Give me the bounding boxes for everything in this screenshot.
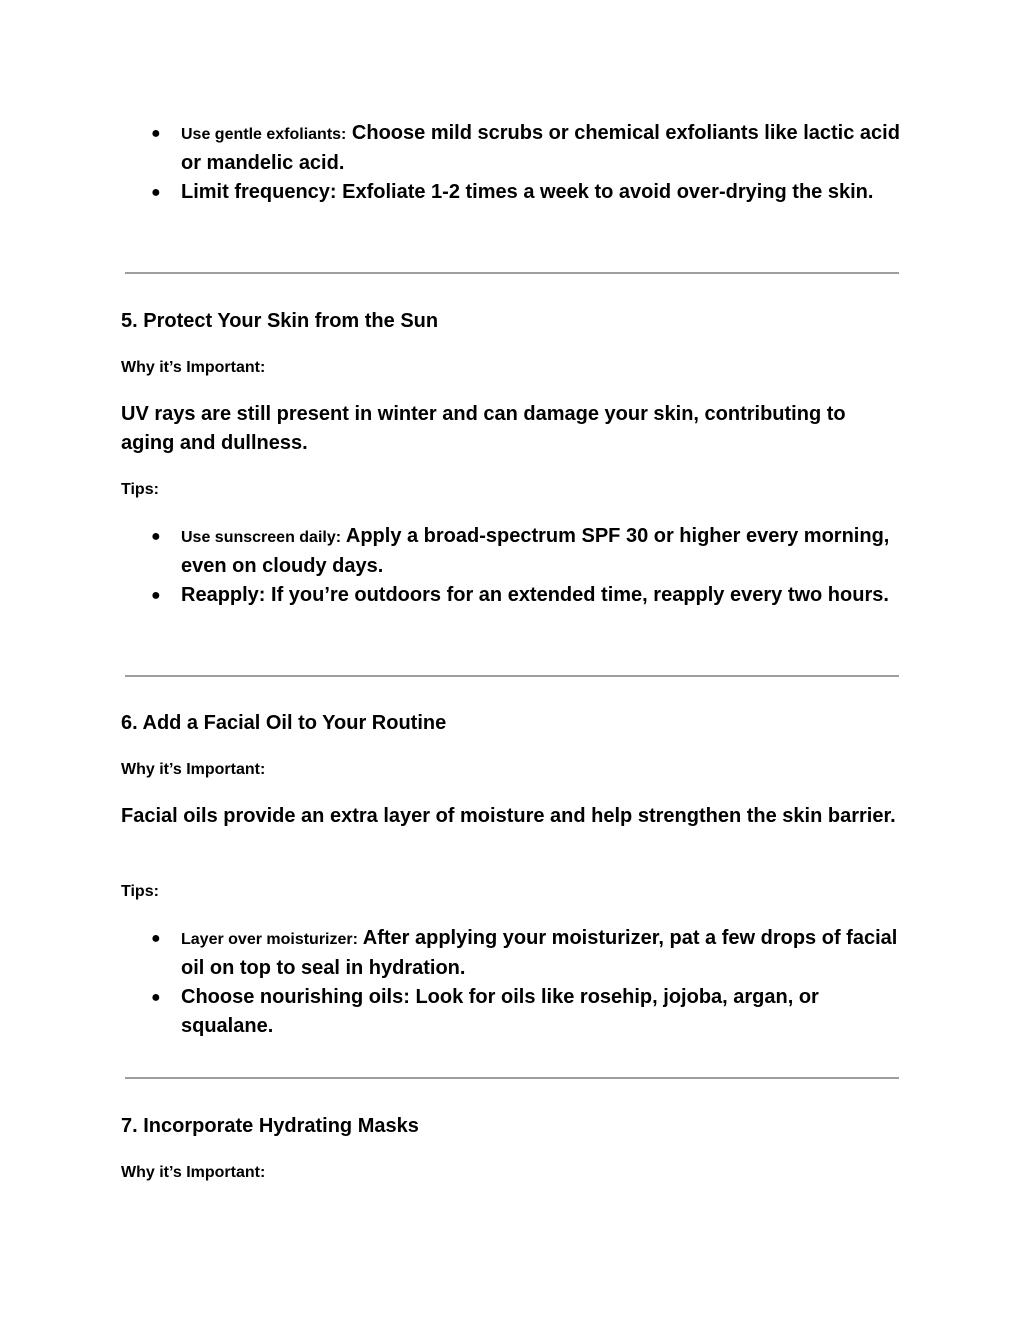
section-4-tips-list bbox=[121, 119, 901, 207]
tip-text: Choose nourishing oils: Look for oils like rosehip, jojoba, argan, or squalane. bbox=[181, 986, 819, 1037]
section-divider bbox=[125, 272, 899, 274]
bullet-icon: ● bbox=[151, 989, 161, 1006]
section-divider bbox=[125, 675, 899, 677]
list-item bbox=[121, 924, 901, 983]
section-6-tips-label: Tips: bbox=[121, 883, 159, 900]
bullet-icon: ● bbox=[151, 125, 161, 142]
tip-text: Limit frequency: Exfoliate 1-2 times a week to avoid over-drying the skin. bbox=[181, 181, 874, 203]
tip-text: Reapply: If you’re outdoors for an extended time, reapply every two hours. bbox=[181, 584, 889, 606]
section-divider bbox=[125, 1077, 899, 1079]
tip-label: Use sunscreen daily: bbox=[181, 529, 342, 546]
list-item bbox=[121, 178, 901, 207]
section-5-why-text: UV rays are still present in winter and can damage your skin, contributing to aging and dullness. bbox=[121, 403, 846, 454]
section-5-tips-label: Tips: bbox=[121, 481, 159, 498]
bullet-icon: ● bbox=[151, 587, 161, 604]
section-5-heading: 5. Protect Your Skin from the Sun bbox=[121, 310, 439, 332]
bullet-icon: ● bbox=[151, 184, 161, 201]
tip-label: Layer over moisturizer: bbox=[181, 931, 358, 948]
section-7-heading: 7. Incorporate Hydrating Masks bbox=[121, 1115, 419, 1137]
tip-text: After applying your moisturizer, pat a few drops of facial oil on top to seal in hydration. bbox=[181, 927, 898, 979]
bullet-icon: ● bbox=[151, 528, 161, 545]
tip-label: Use gentle exfoliants: bbox=[181, 126, 347, 143]
section-5-why-label: Why it’s Important: bbox=[121, 359, 266, 376]
list-item bbox=[121, 119, 901, 178]
section-6-why-label: Why it’s Important: bbox=[121, 761, 266, 778]
list-item bbox=[121, 983, 901, 1041]
section-6-tips-list bbox=[121, 924, 901, 1041]
section-6-why-text: Facial oils provide an extra layer of moisture and help strengthen the skin barrier. bbox=[121, 805, 896, 827]
tip-text: Apply a broad-spectrum SPF 30 or higher every morning, even on cloudy days. bbox=[181, 525, 890, 577]
bullet-icon: ● bbox=[151, 930, 161, 947]
list-item bbox=[121, 522, 901, 581]
section-5-tips-list bbox=[121, 522, 901, 610]
section-7-why-label: Why it’s Important: bbox=[121, 1164, 266, 1181]
tip-text: Choose mild scrubs or chemical exfoliants like lactic acid or mandelic acid. bbox=[181, 122, 900, 174]
section-6-heading: 6. Add a Facial Oil to Your Routine bbox=[121, 712, 447, 734]
list-item bbox=[121, 581, 901, 610]
